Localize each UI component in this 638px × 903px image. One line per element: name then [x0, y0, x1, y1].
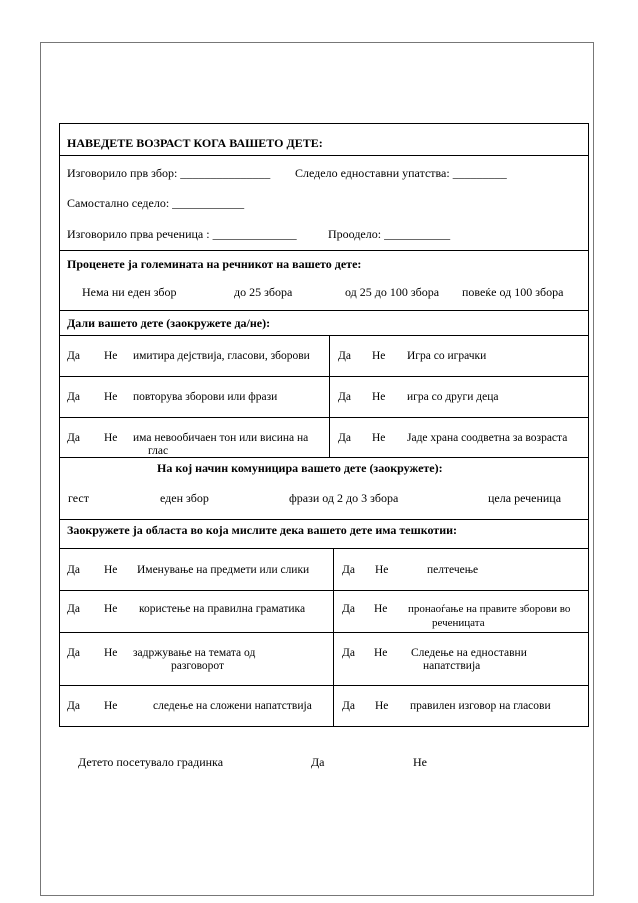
yes-option[interactable]: Да: [67, 391, 80, 403]
yes-option[interactable]: Да: [338, 432, 351, 444]
communication-option[interactable]: еден збор: [160, 491, 209, 505]
difficulty-item: Именување на предмети или слики: [137, 564, 310, 576]
walked-field[interactable]: Проодело: ___________: [328, 227, 451, 241]
no-option[interactable]: Не: [372, 432, 386, 444]
column-divider: [329, 336, 330, 376]
difficulty-row: [59, 686, 589, 727]
no-option[interactable]: Не: [104, 647, 118, 659]
behaviour-row: [59, 336, 589, 377]
yes-option[interactable]: Да: [67, 700, 80, 712]
difficulty-item: разговорот: [171, 660, 225, 672]
behaviour-item: глас: [148, 445, 169, 457]
behaviour-item: игра со други деца: [407, 391, 499, 403]
no-option[interactable]: Не: [104, 350, 118, 362]
no-option[interactable]: Не: [375, 700, 389, 712]
vocab-option[interactable]: Нема ни еден збор: [82, 285, 177, 299]
no-option[interactable]: Не: [374, 647, 388, 659]
column-divider: [333, 686, 334, 726]
column-divider: [333, 633, 334, 685]
communication-section: [59, 458, 589, 520]
behaviour-row: [59, 377, 589, 418]
column-divider: [333, 549, 334, 590]
kindergarten-label: Детето посетувало градинка: [78, 755, 224, 769]
sat-field[interactable]: Самостално седело: ____________: [67, 196, 245, 210]
yes-option[interactable]: Да: [342, 647, 355, 659]
difficulty-item: следење на сложени напатствија: [153, 700, 312, 712]
yes-option[interactable]: Да: [67, 603, 80, 615]
age-section: [59, 123, 589, 156]
yes-option[interactable]: Да: [67, 647, 80, 659]
yes-option[interactable]: Да: [67, 432, 80, 444]
no-option[interactable]: Не: [104, 603, 118, 615]
behaviour-section: [59, 311, 589, 336]
communication-option[interactable]: фрази од 2 до 3 збора: [289, 491, 399, 505]
simple-orders-field[interactable]: Следело едноставни упатства: _________: [295, 166, 507, 180]
yes-option[interactable]: Да: [67, 350, 80, 362]
yes-option[interactable]: Да: [338, 391, 351, 403]
yes-option[interactable]: Да: [67, 564, 80, 576]
no-option[interactable]: Не: [372, 350, 386, 362]
vocab-section: [59, 251, 589, 311]
vocab-option[interactable]: повеќе од 100 збора: [462, 285, 564, 299]
column-divider: [329, 377, 330, 417]
difficulty-heading: Заокружете ја областа во која мислите дека вашето дете има тешкотии:: [67, 523, 458, 537]
difficulty-item: Следење на едноставни: [411, 647, 527, 659]
difficulty-row: [59, 633, 589, 686]
kindergarten-yes[interactable]: Да: [311, 755, 325, 769]
yes-option[interactable]: Да: [338, 350, 351, 362]
no-option[interactable]: Не: [375, 564, 389, 576]
difficulty-item: правилен изговор на гласови: [410, 700, 551, 712]
first-word-field[interactable]: Изговорило прв збор: _______________: [67, 166, 271, 180]
no-option[interactable]: Не: [104, 564, 118, 576]
behaviour-item: Јаде храна соодветна за возраста: [407, 432, 568, 444]
no-option[interactable]: Не: [104, 700, 118, 712]
difficulty-item: користење на правилна граматика: [139, 603, 306, 615]
difficulty-row: [59, 549, 589, 591]
communication-heading: На кој начин комуницира вашето дете (заокружете):: [157, 461, 443, 475]
behaviour-item: има невообичаен тон или висина на: [133, 432, 309, 444]
first-sentence-field[interactable]: Изговорило прва реченица : ______________: [67, 227, 297, 241]
behaviour-item: повторува зборови или фрази: [133, 391, 278, 403]
vocab-option[interactable]: до 25 збора: [234, 285, 293, 299]
yes-option[interactable]: Да: [342, 564, 355, 576]
column-divider: [329, 418, 330, 457]
behaviour-heading: Дали вашето дете (заокружете да/не):: [67, 316, 271, 330]
yes-option[interactable]: Да: [342, 603, 355, 615]
difficulty-row: [59, 591, 589, 633]
no-option[interactable]: Не: [374, 603, 388, 615]
kindergarten-no[interactable]: Не: [413, 755, 427, 769]
vocab-option[interactable]: од 25 до 100 збора: [345, 285, 440, 299]
difficulty-item: напатствија: [423, 660, 481, 672]
age-fields: [59, 156, 589, 251]
communication-option[interactable]: цела реченица: [488, 491, 562, 505]
vocab-heading: Проценете ја големината на речникот на вашето дете:: [67, 257, 362, 271]
behaviour-item: имитира дејствија, гласови, зборови: [133, 350, 310, 362]
difficulty-item: пелтечење: [427, 564, 479, 576]
no-option[interactable]: Не: [104, 432, 118, 444]
difficulty-item: пронаоѓање на правите зборови во: [408, 603, 571, 615]
communication-option[interactable]: гест: [68, 491, 89, 505]
behaviour-row: [59, 418, 589, 458]
difficulty-item: задржување на темата од: [133, 647, 256, 659]
difficulty-section: [59, 520, 589, 549]
difficulty-item: реченицата: [432, 617, 485, 629]
column-divider: [333, 591, 334, 632]
yes-option[interactable]: Да: [342, 700, 355, 712]
behaviour-item: Игра со играчки: [407, 350, 487, 362]
no-option[interactable]: Не: [104, 391, 118, 403]
age-heading: НАВЕДЕТЕ ВОЗРАСТ КОГА ВАШЕТО ДЕТЕ:: [67, 136, 323, 150]
no-option[interactable]: Не: [372, 391, 386, 403]
